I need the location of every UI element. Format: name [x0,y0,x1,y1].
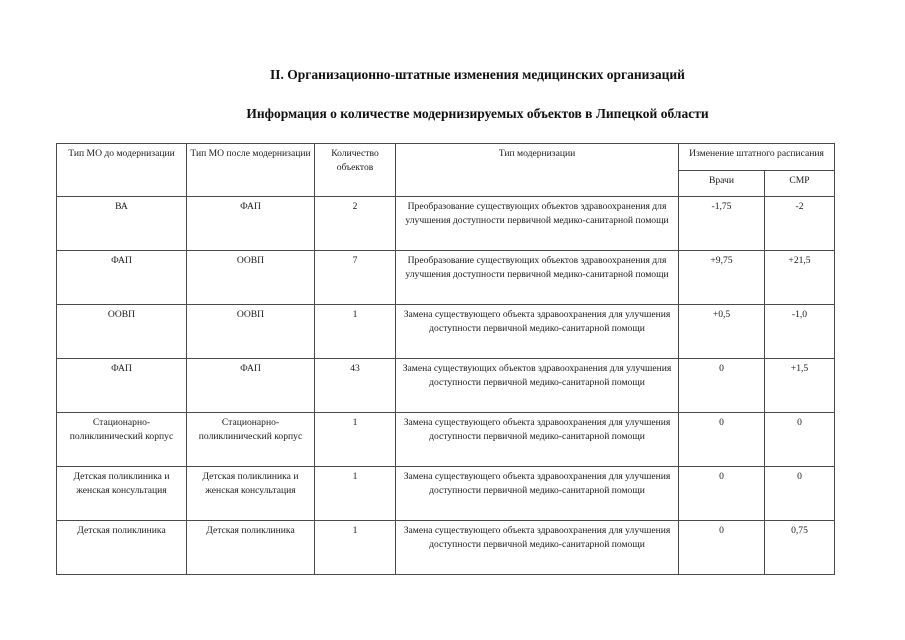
cell-type-before: ООВП [57,305,187,359]
cell-count: 2 [315,197,396,251]
cell-modernization-type: Замена существующего объекта здравоохранения для улучшения доступности первичной медико-санитарной помощи [396,521,679,575]
cell-count: 1 [315,305,396,359]
cell-doctors: 0 [679,413,765,467]
table-row [57,359,835,413]
cell-count: 43 [315,359,396,413]
cell-count: 1 [315,467,396,521]
cell-doctors: 0 [679,359,765,413]
cell-type-after: Детская поликлиника [187,521,315,575]
cell-smr: +1,5 [765,359,835,413]
cell-count: 1 [315,521,396,575]
cell-type-after: ФАП [187,197,315,251]
header-staff-change: Изменение штатного расписания [679,144,835,171]
cell-type-before: ФАП [57,359,187,413]
cell-type-after: Детская поликлиника и женская консультация [187,467,315,521]
cell-smr: +21,5 [765,251,835,305]
cell-count: 7 [315,251,396,305]
cell-modernization-type: Преобразование существующих объектов здравоохранения для улучшения доступности первичной медико-санитарной помощи [396,251,679,305]
table-row [57,305,835,359]
cell-modernization-type: Преобразование существующих объектов здравоохранения для улучшения доступности первичной медико-санитарной помощи [396,197,679,251]
cell-smr: -2 [765,197,835,251]
cell-modernization-type: Замена существующих объектов здравоохранения для улучшения доступности первичной медико-санитарной помощи [396,359,679,413]
cell-doctors: -1,75 [679,197,765,251]
cell-type-after: Стационарно-поликлинический корпус [187,413,315,467]
header-smr: СМР [765,171,835,197]
cell-count: 1 [315,413,396,467]
cell-type-after: ФАП [187,359,315,413]
cell-type-before: ВА [57,197,187,251]
table-row [57,467,835,521]
cell-type-before: ФАП [57,251,187,305]
cell-modernization-type: Замена существующего объекта здравоохранения для улучшения доступности первичной медико-санитарной помощи [396,467,679,521]
table-row [57,197,835,251]
cell-type-before: Детская поликлиника [57,521,187,575]
cell-type-after: ООВП [187,251,315,305]
cell-doctors: +0,5 [679,305,765,359]
header-doctors: Врачи [679,171,765,197]
cell-modernization-type: Замена существующего объекта здравоохранения для улучшения доступности первичной медико-санитарной помощи [396,305,679,359]
header-count: Количество объектов [315,144,396,197]
header-modernization-type: Тип модернизации [396,144,679,197]
cell-doctors: +9,75 [679,251,765,305]
cell-type-before: Стационарно-поликлинический корпус [57,413,187,467]
header-type-before: Тип МО до модернизации [57,144,187,197]
header-type-after: Тип МО после модернизации [187,144,315,197]
cell-smr: 0,75 [765,521,835,575]
table-body [57,197,835,575]
table-header-row [57,144,835,171]
table-row [57,413,835,467]
section-title: II. Организационно-штатные изменения медицинских организаций [270,67,685,82]
document-subtitle: Информация о количестве модернизируемых объектов в Липецкой области [246,106,709,121]
cell-type-before: Детская поликлиника и женская консультация [57,467,187,521]
cell-type-after: ООВП [187,305,315,359]
table-row [57,251,835,305]
cell-smr: 0 [765,413,835,467]
cell-doctors: 0 [679,521,765,575]
cell-smr: -1,0 [765,305,835,359]
cell-doctors: 0 [679,467,765,521]
table-row [57,521,835,575]
modernization-table [56,143,835,575]
cell-smr: 0 [765,467,835,521]
cell-modernization-type: Замена существующего объекта здравоохранения для улучшения доступности первичной медико-санитарной помощи [396,413,679,467]
